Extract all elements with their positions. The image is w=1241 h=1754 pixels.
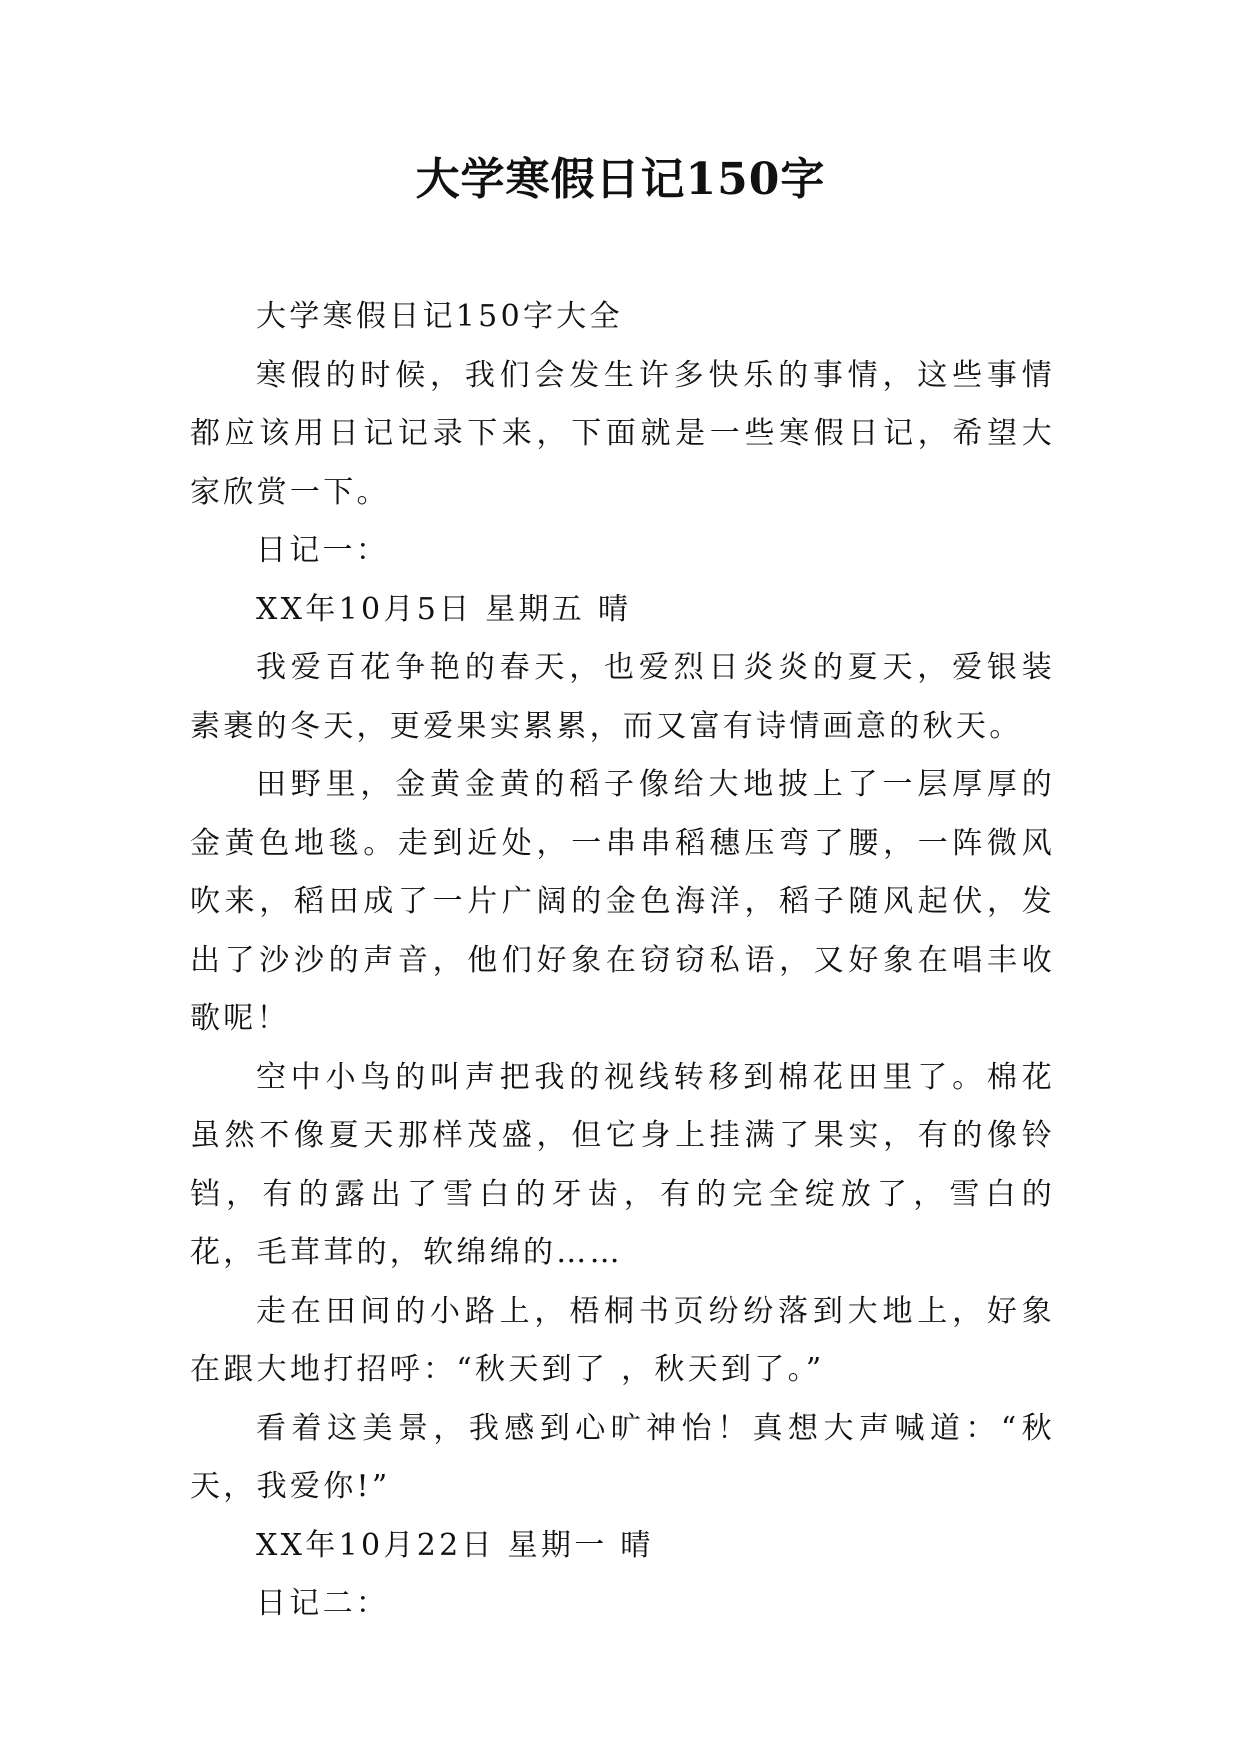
paragraph-diary-two-heading: 日记二：: [256, 1586, 390, 1621]
paragraph-intro: 寒假的时候，我们会发生许多快乐的事情，这些事情都应该用日记记录下来，下面就是一些寒假日记，希望大家欣赏一下。: [190, 357, 1055, 510]
paragraph-seasons: 我爱百花争艳的春天，也爱烈日炎炎的夏天，爱银装素裹的冬天，更爱果实累累，而又富有诗情画意的秋天。: [190, 650, 1055, 744]
paragraph-cotton-field: 空中小鸟的叫声把我的视线转移到棉花田里了。棉花虽然不像夏天那样茂盛，但它身上挂满了果实，有的像铃铛，有的露出了雪白的牙齿，有的完全绽放了，雪白的花，毛茸茸的，软绵绵的……: [190, 1059, 1055, 1270]
paragraph-date-two: XX年10月22日 星期一 晴: [256, 1527, 654, 1563]
paragraph-path: 走在田间的小路上，梧桐书页纷纷落到大地上，好象在跟大地打招呼：“秋天到了 ，秋天到了。”: [190, 1293, 1055, 1387]
document-body: [190, 288, 1055, 1634]
paragraph-rice-field: 田野里，金黄金黄的稻子像给大地披上了一层厚厚的金黄色地毯。走到近处，一串串稻穗压弯了腰，一阵微风吹来，稻田成了一片广阔的金色海洋，稻子随风起伏，发出了沙沙的声音，他们好象在窃窃私语，又好象在唱丰收歌呢！: [190, 767, 1055, 1036]
paragraph-exclaim: 看着这美景，我感到心旷神怡！真想大声喊道：“秋天，我爱你!”: [190, 1410, 1055, 1504]
page-title: 大学寒假日记150字: [415, 154, 826, 205]
paragraph-diary-one-heading: 日记一：: [256, 533, 390, 568]
paragraph-date-one: XX年10月5日 星期五 晴: [256, 591, 632, 627]
paragraph-subtitle: 大学寒假日记150字大全: [256, 299, 623, 334]
